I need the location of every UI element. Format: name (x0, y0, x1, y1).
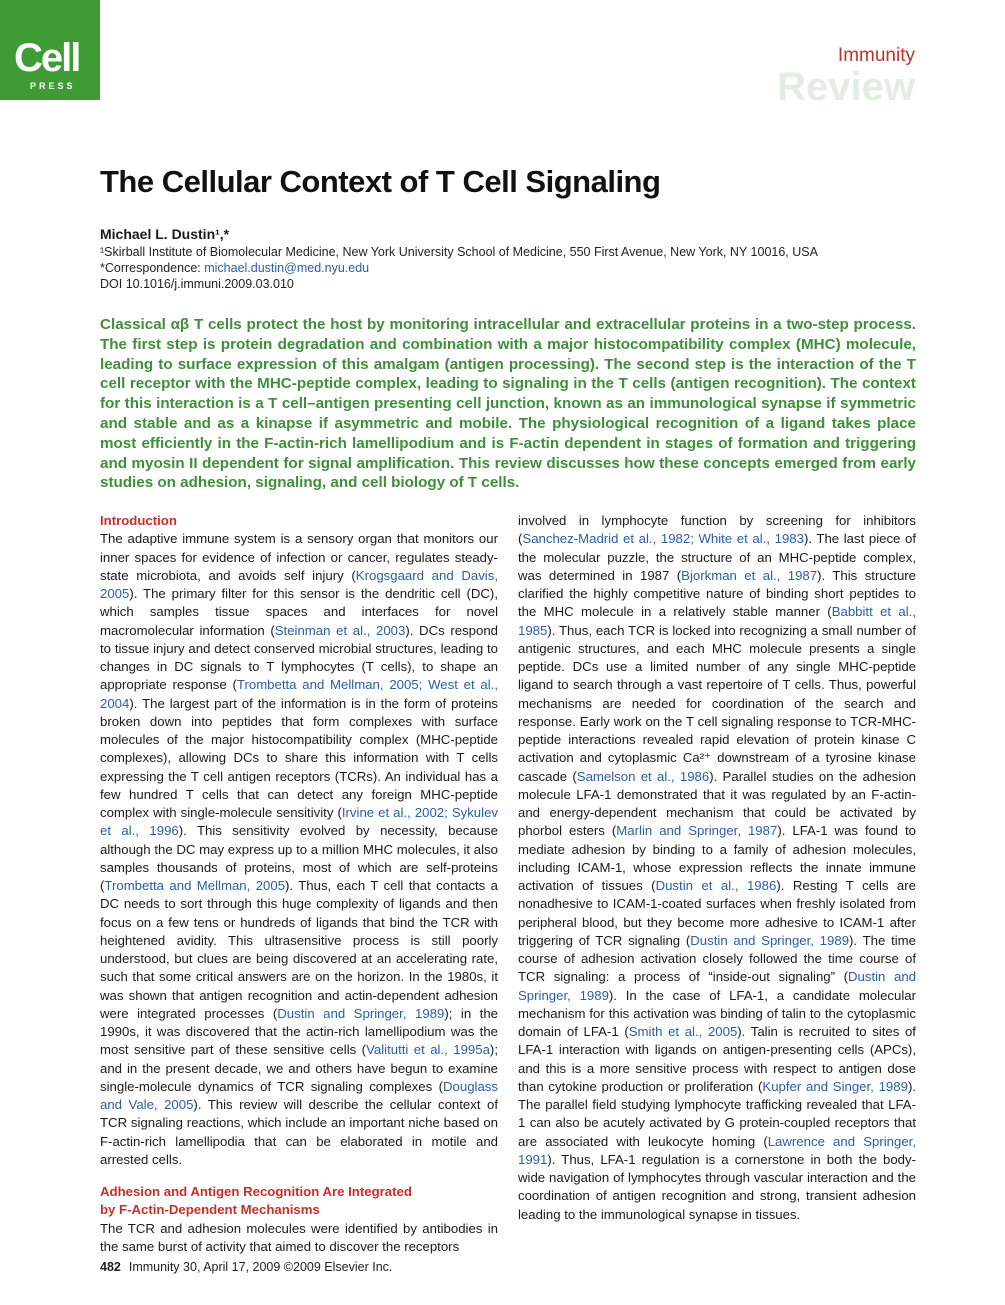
citation-link[interactable]: Dustin and Springer, 1989 (518, 969, 917, 1003)
text-run: ). LFA-1 was found to mediate adhesion by binding to a family of adhesion molecules, including ICAM-1, whose expression reflects the innate immune activation of tissues ( (518, 823, 916, 893)
citation-link[interactable]: Sanchez-Madrid et al., 1982; White et al., 1983 (522, 531, 804, 547)
correspondence-label: *Correspondence: (100, 261, 205, 275)
citation-link[interactable]: Steinman et al., 2003 (274, 622, 406, 638)
continued-paragraph (518, 512, 916, 1224)
citation-link[interactable]: Kupfer and Singer, 1989 (762, 1078, 908, 1094)
text-run: ); in the 1990s, it was discovered that the actin-rich lamellipodium was the most sensitive part of these sensitive cells ( (100, 1005, 499, 1058)
text-run: involved in lymphocyte function by screening for inhibitors ( (518, 513, 916, 547)
citation-link[interactable]: Babbitt et al., 1985 (518, 604, 916, 638)
citation-link[interactable]: Irvine et al., 2002; Sykulev et al., 1996 (100, 805, 498, 839)
text-run: ). DCs respond to tissue injury and detect conserved microbial structures, leading to changes in DC signals to T lymphocytes (T cells), to shape an appropriate response ( (100, 622, 498, 693)
doi: DOI 10.1016/j.immuni.2009.03.010 (100, 277, 294, 291)
citation-link[interactable]: Dustin and Springer, 1989 (690, 932, 850, 948)
correspondence (100, 261, 369, 275)
text-run: ). The time course of adhesion activation closely followed the time course of TCR signaling: a process of “inside-out signaling” ( (518, 932, 916, 985)
text-run: ). Thus, each TCR is locked into recognizing a small number of antigenic structures, and each MHC molecule presents a single peptide. DCs use a limited number of any single MHC-peptide ligand to search through a vast repertoire of T cells. Thus, powerful mechanisms are needed for coordination of the search and response. Early work on the T cell signaling response to TCR-MHC-peptide interactions revealed rapid elevation of protein kinase C activation and cytoplasmic Ca²⁺ downstream of a tyrosine kinase cascade ( (518, 622, 916, 784)
text-run: ). Parallel studies on the adhesion molecule LFA-1 demonstrated that it was regulated by an F-actin- and energy-dependent mechanism that could be activated by phorbol esters ( (518, 768, 916, 839)
logo-press-text: PRESS (30, 81, 76, 91)
adhesion-paragraph: The TCR and adhesion molecules were identified by antibodies in the same burst of activity that aimed to discover the receptors (100, 1220, 498, 1254)
text-run: ). Talin is recruited to sites of LFA-1 interaction with ligands on antigen-presenting cells (APCs), and this is a more sensitive process with respect to antigen dose than cytokine production or proliferation ( (518, 1024, 916, 1094)
section-heading-introduction: Introduction (100, 513, 177, 528)
text-run: The adaptive immune system is a sensory organ that monitors our inner spaces for evidence of infection or cancer, regulates steady-state microbiota, and avoids self injury ( (100, 531, 498, 583)
right-column (518, 512, 916, 1224)
text-run: ). This structure clarified the highly competitive nature of binding short peptides to the MHC molecule in a relatively stable manner ( (518, 567, 917, 620)
citation-link[interactable]: Marlin and Springer, 1987 (616, 823, 778, 839)
citation-link[interactable]: Samelson et al., 1986 (576, 768, 710, 784)
citation-link[interactable]: Dustin and Springer, 1989 (277, 1005, 445, 1021)
author-name: Michael L. Dustin¹,* (100, 226, 230, 242)
text-run: ). Thus, each T cell that contacts a DC needs to sort through this huge complexity of ligands and then focus on a few tens or hundreds of ligands that bind the TCR with heightened avidity. This ultrasensitive process is still poorly understood, but clues are being discovered at an accelerating rate, such that some critical answers are on the horizon. In the 1980s, it was shown that antigen recognition and actin-dependent adhesion were integrated processes ( (100, 878, 498, 1021)
footer-citation: Immunity 30, April 17, 2009 ©2009 Elsevier Inc. (128, 1260, 393, 1274)
citation-link[interactable]: Krogsgaard and Davis, 2005 (100, 567, 498, 601)
citation-link[interactable]: Bjorkman et al., 1987 (681, 567, 818, 583)
text-run: ). The parallel field studying lymphocyte trafficking revealed that LFA-1 can also be acutely activated by G protein-coupled receptors that are associated with leukocyte homing ( (518, 1078, 916, 1149)
correspondence-email-link[interactable]: michael.dustin@med.nyu.edu (204, 261, 370, 275)
cell-press-logo (0, 0, 100, 100)
citation-link[interactable]: Trombetta and Mellman, 2005 (104, 878, 286, 893)
text-run: ). Resting T cells are nonadhesive to ICAM-1-coated surfaces when freshly isolated from peripheral blood, but they become more adhesive to ICAM-1 after triggering of TCR signaling ( (518, 878, 916, 948)
text-run: ). This review will describe the cellular context of TCR signaling reactions, which include an important niche based on F-actin-rich lamellipodia that can be elaborated in motile and arrested cells. (100, 1097, 499, 1167)
text-run: ). This sensitivity evolved by necessity, because although the DC may express up to a million MHC molecules, it also samples thousands of proteins, most of which are self-proteins ( (100, 823, 498, 893)
text-run: ). The last piece of the molecular puzzle, the structure of an MHC-peptide complex, was determined in 1987 ( (518, 531, 916, 583)
citation-link[interactable]: Douglass and Vale, 2005 (100, 1078, 498, 1112)
text-run: ). The largest part of the information is in the form of proteins broken down into peptides that form complexes with surface molecules of the major histocompatibility complex (MHC-peptide complexes), allowing DCs to share this information with T cells expressing the T cell antigen receptors (TCRs). An individual has a few hundred T cells that can detect any foreign MHC-peptide complex with single-molecule sensitivity ( (100, 695, 498, 820)
abstract: Classical αβ T cells protect the host by monitoring intracellular and extracellular proteins in a two-step process. The first step is protein degradation and combination with a major histocompatibility complex (MHC) molecule, leading to surface expression of this amalgam (antigen processing). The second step is the interaction of the T cell receptor with the MHC-peptide complex, leading to signaling in the T cells (antigen recognition). The context for this interaction is a T cell–antigen presenting cell junction, known as an immunological synapse if symmetric and stable and as a kinapse if asymmetric and mobile. The physiological recognition of a ligand takes place most efficiently in the F-actin-rich lamellipodium and is F-actin dependent in stages of formation and triggering and myosin II dependent for signal amplification. This review discusses how these concepts emerged from early studies on adhesion, signaling, and cell biology of T cells. (100, 316, 916, 492)
citation-link[interactable]: Valitutti et al., 1995a (366, 1042, 490, 1058)
logo-cell-text: Cell (14, 36, 80, 80)
page-number: 482 (100, 1260, 121, 1274)
page-footer (100, 1260, 392, 1274)
article-title: The Cellular Context of T Cell Signaling (100, 164, 661, 199)
citation-link[interactable]: Smith et al., 2005 (628, 1024, 738, 1039)
affiliation: ¹Skirball Institute of Biomolecular Medicine, New York University School of Medicine, 550 First Avenue, New York, NY 10016, USA (100, 245, 818, 259)
intro-paragraph (100, 530, 498, 1169)
section-heading-adhesion-line1: Adhesion and Antigen Recognition Are Integrated (100, 1184, 412, 1199)
citation-link[interactable]: Trombetta and Mellman, 2005; West et al., 2004 (100, 677, 499, 711)
text-run: ); and in the present decade, we and others have begun to examine single-molecule dynamics of TCR signaling complexes ( (100, 1042, 498, 1094)
left-column (100, 512, 498, 1256)
text-run: ). Thus, LFA-1 regulation is a cornerstone in both the body-wide navigation of lymphocytes through vascular interaction and the coordination of antigen recognition and strong, transient adhesion leading to the immunological synapse in tissues. (518, 1151, 916, 1222)
section-heading-adhesion-line2: by F-Actin-Dependent Mechanisms (100, 1202, 320, 1218)
citation-link[interactable]: Dustin et al., 1986 (655, 878, 777, 893)
text-run: ). The primary filter for this sensor is the dendritic cell (DC), which samples tissue spaces and interfaces for novel macromolecular information ( (100, 586, 498, 638)
text-run: ). In the case of LFA-1, a candidate molecular mechanism for this activation was binding of talin to the cytoplasmic domain of LFA-1 ( (518, 987, 916, 1039)
journal-name: Immunity (837, 45, 915, 66)
citation-link[interactable]: Lawrence and Springer, 1991 (518, 1133, 917, 1167)
section-label: Review (777, 65, 915, 109)
